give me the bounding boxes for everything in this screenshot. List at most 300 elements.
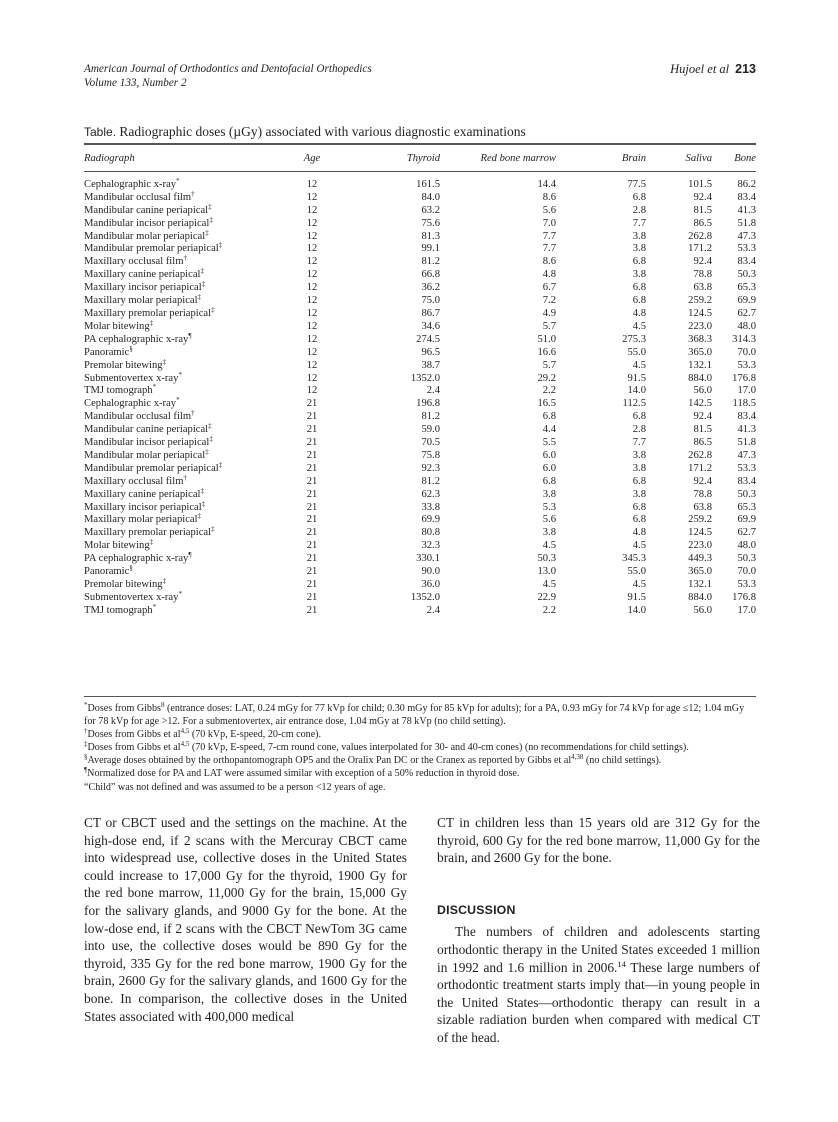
cell-saliva: 365.0 xyxy=(688,346,712,358)
cell-marrow: 4.5 xyxy=(542,540,556,552)
cell-marrow: 5.6 xyxy=(542,204,556,216)
cell-marrow: 7.7 xyxy=(542,230,556,242)
cell-thyroid: 38.7 xyxy=(421,359,440,371)
radiograph-name xyxy=(84,424,284,437)
cell-saliva: 223.0 xyxy=(688,540,712,552)
section-heading-discussion: DISCUSSION xyxy=(437,902,516,917)
footnote-mark: * xyxy=(178,370,182,379)
footnote xyxy=(84,754,756,767)
radiograph-name xyxy=(84,566,284,579)
cell-thyroid: 1352.0 xyxy=(410,372,440,384)
radiograph-name xyxy=(84,527,284,540)
dose-table xyxy=(84,143,756,621)
footnote-post: (70 kVp, E-speed, 20-cm cone). xyxy=(189,729,322,741)
table-row xyxy=(84,398,756,411)
footnote-post: (no child settings). xyxy=(583,755,662,767)
radiograph-name xyxy=(84,269,284,282)
radiograph-label: Maxillary molar periapical xyxy=(84,295,198,307)
cell-bone: 176.8 xyxy=(732,591,756,603)
radiograph-label: Panoramic xyxy=(84,566,130,578)
running-authors: Hujoel et al xyxy=(670,62,730,76)
radiograph-label: Mandibular molar periapical xyxy=(84,230,206,242)
cell-saliva: 449.3 xyxy=(688,553,712,565)
cell-marrow: 22.9 xyxy=(537,591,556,603)
cell-bone: 86.2 xyxy=(737,178,756,190)
footnote-mark: ‡ xyxy=(218,241,223,250)
cell-marrow: 8.6 xyxy=(542,256,556,268)
radiograph-label: Submentovertex x-ray xyxy=(84,372,179,384)
table-footnotes xyxy=(84,696,756,794)
citation-ref: 14 xyxy=(617,958,626,969)
cell-bone: 83.4 xyxy=(737,191,756,203)
cell-brain: 14.0 xyxy=(627,385,646,397)
cell-marrow: 2.2 xyxy=(542,604,556,616)
radiograph-label: Cephalographic x-ray xyxy=(84,398,177,410)
radiograph-label: Mandibular occlusal film xyxy=(84,191,192,203)
cell-saliva: 56.0 xyxy=(693,604,712,616)
footnote xyxy=(84,741,756,754)
cell-marrow: 50.3 xyxy=(537,553,556,565)
cell-bone: 51.8 xyxy=(737,437,756,449)
cell-thyroid: 1352.0 xyxy=(410,591,440,603)
footnote-mark: * xyxy=(152,602,157,611)
cell-thyroid: 99.1 xyxy=(421,243,440,255)
cell-saliva: 124.5 xyxy=(688,527,712,539)
cell-age: 21 xyxy=(306,514,318,526)
cell-bone: 314.3 xyxy=(732,333,756,345)
cell-saliva: 259.2 xyxy=(688,295,712,307)
radiograph-label: TMJ tomograph xyxy=(84,604,153,616)
cell-marrow: 4.8 xyxy=(542,269,556,281)
cell-bone: 70.0 xyxy=(737,346,756,358)
cell-thyroid: 34.6 xyxy=(421,320,440,332)
cell-age: 12 xyxy=(306,217,318,229)
table-row xyxy=(84,437,756,450)
discussion-text: The numbers of children and adolescents starting orthodontic therapy in the United States exceeded 1 million in 1992 and 1.6 million in 2006. xyxy=(437,924,760,975)
radiograph-name xyxy=(84,282,284,295)
footnote-ref: 8 xyxy=(160,701,165,709)
cell-brain: 55.0 xyxy=(627,346,646,358)
radiograph-label: Mandibular incisor periapical xyxy=(84,437,210,449)
table-row xyxy=(84,295,756,308)
footnote-mark: * xyxy=(176,396,180,405)
cell-brain: 2.8 xyxy=(632,424,646,436)
radiograph-name xyxy=(84,189,284,205)
cell-age: 12 xyxy=(306,359,318,371)
cell-thyroid: 90.0 xyxy=(421,566,440,578)
radiograph-label: Maxillary canine periapical xyxy=(84,488,201,500)
radiograph-name xyxy=(84,331,284,347)
radiograph-name xyxy=(84,305,284,321)
cell-brain: 6.8 xyxy=(632,282,646,294)
cell-marrow: 4.4 xyxy=(542,424,556,436)
cell-age: 21 xyxy=(306,437,318,449)
footnote-mark: ‡ xyxy=(211,305,215,314)
radiograph-label: Molar bitewing xyxy=(84,320,150,332)
cell-marrow: 3.8 xyxy=(542,488,556,500)
cell-brain: 4.5 xyxy=(632,579,646,590)
running-head xyxy=(84,62,756,90)
cell-bone: 83.4 xyxy=(737,475,756,487)
cell-brain: 6.8 xyxy=(632,295,646,307)
footnote-pre: Doses from Gibbs et al xyxy=(87,729,181,741)
radiograph-label: Submentovertex x-ray xyxy=(84,591,179,603)
cell-age: 12 xyxy=(306,333,318,345)
cell-bone: 83.4 xyxy=(737,411,756,423)
cell-saliva: 78.8 xyxy=(693,488,712,500)
cell-age: 12 xyxy=(306,346,318,358)
cell-thyroid: 36.0 xyxy=(421,579,440,590)
cell-saliva: 223.0 xyxy=(688,320,712,332)
cell-marrow: 5.6 xyxy=(542,514,556,526)
cell-age: 12 xyxy=(306,385,318,397)
radiograph-label: Maxillary premolar periapical xyxy=(84,307,212,319)
cell-thyroid: 96.5 xyxy=(421,346,440,358)
author-page xyxy=(670,62,756,76)
cell-bone: 62.7 xyxy=(737,307,756,319)
cell-age: 12 xyxy=(306,178,318,190)
cell-marrow: 6.7 xyxy=(542,282,556,294)
cell-brain: 3.8 xyxy=(632,243,646,255)
cell-bone: 176.8 xyxy=(732,372,756,384)
footnote-mark: ‡ xyxy=(162,357,167,366)
cell-age: 12 xyxy=(306,256,318,268)
radiograph-label: Maxillary molar periapical xyxy=(84,514,198,526)
footnote-mark: † xyxy=(183,473,187,482)
discussion-paragraph xyxy=(437,923,760,1046)
footnote-mark: ‡ xyxy=(208,422,212,431)
footnote-mark: † xyxy=(191,409,195,418)
cell-brain: 2.8 xyxy=(632,204,646,216)
cell-brain: 91.5 xyxy=(627,591,646,603)
cell-marrow: 8.6 xyxy=(542,191,556,203)
footnote-mark: ¶ xyxy=(188,551,192,560)
radiograph-label: Mandibular canine periapical xyxy=(84,424,209,436)
cell-marrow: 5.3 xyxy=(542,501,556,513)
cell-brain: 7.7 xyxy=(632,437,646,449)
table-row xyxy=(84,592,756,605)
cell-brain: 112.5 xyxy=(622,398,646,410)
cell-marrow: 5.5 xyxy=(542,437,556,449)
cell-age: 12 xyxy=(306,320,318,332)
footnote-mark: § xyxy=(129,564,133,573)
col-radiograph: Radiograph xyxy=(84,144,284,171)
cell-thyroid: 75.0 xyxy=(421,295,440,307)
col-bone: Bone xyxy=(712,144,756,171)
cell-brain: 3.8 xyxy=(632,269,646,281)
table-row xyxy=(84,411,756,424)
cell-age: 12 xyxy=(306,191,318,203)
footnote-mark: ‡ xyxy=(201,499,206,508)
footnote xyxy=(84,702,756,728)
body-left-column xyxy=(84,814,407,1025)
radiograph-label: Mandibular molar periapical xyxy=(84,449,206,461)
cell-saliva: 101.5 xyxy=(688,178,712,190)
footnote-mark: ‡ xyxy=(197,512,202,521)
table-row xyxy=(84,514,756,527)
cell-brain: 6.8 xyxy=(632,191,646,203)
cell-thyroid: 86.7 xyxy=(421,307,440,319)
cell-marrow: 4.9 xyxy=(542,307,556,319)
radiograph-name xyxy=(84,398,284,411)
discussion-text: These large numbers of orthodontic treatment starts imply that—in young people in the United States—orthodontic therapy can result in a sizable radiation burden when compared with medical CT of the head. xyxy=(437,959,760,1045)
cell-saliva: 92.4 xyxy=(693,411,712,423)
radiograph-label: Maxillary occlusal film xyxy=(84,256,184,268)
footnote xyxy=(84,767,756,780)
footnote-pre: Normalized dose for PA and LAT were assumed similar with exception of a 50% reduction in thyroid dose. xyxy=(87,768,520,780)
journal-title: American Journal of Orthodontics and Dentofacial Orthopedics xyxy=(84,63,372,75)
footnote-mark: ¶ xyxy=(188,331,192,340)
cell-bone: 65.3 xyxy=(737,282,756,294)
footnote-ref: 4,38 xyxy=(571,753,584,762)
footnote-pre: “Child” was not defined and was assumed to be a person <12 years of age. xyxy=(84,781,386,793)
radiograph-label: Mandibular occlusal film xyxy=(84,411,192,423)
cell-thyroid: 2.4 xyxy=(426,604,440,616)
cell-saliva: 86.5 xyxy=(693,437,712,449)
footnote-mark: † xyxy=(191,189,195,198)
table-row xyxy=(84,424,756,437)
radiograph-name xyxy=(84,385,284,398)
table-row xyxy=(84,385,756,398)
cell-brain: 4.5 xyxy=(632,540,646,552)
cell-marrow: 16.6 xyxy=(537,346,556,358)
cell-marrow: 6.8 xyxy=(542,411,556,423)
footnote-mark: ‡ xyxy=(205,447,209,456)
cell-marrow: 6.0 xyxy=(542,462,556,474)
cell-thyroid: 36.2 xyxy=(421,282,440,294)
footnote-mark: ‡ xyxy=(197,293,202,302)
table-row xyxy=(84,171,756,191)
cell-age: 21 xyxy=(306,501,318,513)
cell-saliva: 171.2 xyxy=(688,243,712,255)
cell-thyroid: 2.4 xyxy=(426,385,440,397)
col-brain: Brain xyxy=(556,144,646,171)
footnote-mark: ‡ xyxy=(200,486,204,495)
cell-saliva: 86.5 xyxy=(693,217,712,229)
cell-brain: 3.8 xyxy=(632,488,646,500)
col-saliva: Saliva xyxy=(646,144,712,171)
cell-age: 21 xyxy=(306,424,318,436)
cell-bone: 53.3 xyxy=(737,243,756,255)
table-row xyxy=(84,256,756,269)
cell-age: 21 xyxy=(306,449,318,461)
table-row xyxy=(84,321,756,334)
cell-thyroid: 81.2 xyxy=(421,256,440,268)
body-right-column xyxy=(437,814,760,1047)
radiograph-label: Cephalographic x-ray xyxy=(84,178,177,190)
cell-age: 21 xyxy=(306,604,318,616)
cell-saliva: 63.8 xyxy=(693,501,712,513)
table-caption xyxy=(84,124,526,140)
footnote-post: (70 kVp, E-speed, 7-cm round cone, values interpolated for 30- and 40-cm cones) (no recommendations for child settings). xyxy=(189,742,689,754)
cell-brain: 3.8 xyxy=(632,462,646,474)
footnote-mark: ‡ xyxy=(149,538,154,547)
cell-saliva: 92.4 xyxy=(693,475,712,487)
cell-thyroid: 81.2 xyxy=(421,411,440,423)
table-body xyxy=(84,171,756,620)
cell-marrow: 4.5 xyxy=(542,579,556,590)
cell-thyroid: 69.9 xyxy=(421,514,440,526)
radiograph-name xyxy=(84,256,284,269)
cell-bone: 69.9 xyxy=(737,514,756,526)
cell-thyroid: 63.2 xyxy=(421,204,440,216)
col-red-bone-marrow: Red bone marrow xyxy=(440,144,556,171)
cell-thyroid: 75.6 xyxy=(421,217,440,229)
table-row xyxy=(84,308,756,321)
radiograph-name xyxy=(84,486,284,502)
cell-saliva: 81.5 xyxy=(693,424,712,436)
cell-age: 21 xyxy=(306,579,318,590)
cell-saliva: 92.4 xyxy=(693,191,712,203)
cell-saliva: 124.5 xyxy=(688,307,712,319)
cell-saliva: 262.8 xyxy=(688,449,712,461)
footnote-mark: * xyxy=(84,701,88,709)
cell-marrow: 13.0 xyxy=(537,566,556,578)
footnote-mark: * xyxy=(178,589,182,598)
table-row xyxy=(84,347,756,360)
cell-marrow: 5.7 xyxy=(542,359,556,371)
cell-age: 21 xyxy=(306,488,318,500)
cell-thyroid: 84.0 xyxy=(421,191,440,203)
footnote-mark: ‡ xyxy=(218,460,223,469)
table-row xyxy=(84,566,756,579)
footnote-mark: * xyxy=(176,176,180,185)
table-row xyxy=(84,231,756,244)
cell-bone: 65.3 xyxy=(737,501,756,513)
cell-thyroid: 80.8 xyxy=(421,527,440,539)
cell-thyroid: 33.8 xyxy=(421,501,440,513)
table-row xyxy=(84,540,756,553)
table-row xyxy=(84,205,756,218)
table-row xyxy=(84,450,756,463)
radiograph-name xyxy=(84,589,284,605)
footnote-ref: 4,5 xyxy=(180,740,190,749)
cell-marrow: 51.0 xyxy=(537,333,556,345)
cell-thyroid: 59.0 xyxy=(421,424,440,436)
radiograph-name xyxy=(84,370,284,386)
radiograph-name xyxy=(84,215,284,231)
cell-saliva: 884.0 xyxy=(688,372,712,384)
footnote-mark: ‡ xyxy=(200,267,204,276)
footnote-ref: 4,5 xyxy=(180,727,190,736)
radiograph-name xyxy=(84,473,284,489)
table-row xyxy=(84,527,756,540)
cell-marrow: 3.8 xyxy=(542,527,556,539)
cell-saliva: 171.2 xyxy=(688,462,712,474)
cell-brain: 4.5 xyxy=(632,359,646,371)
cell-saliva: 884.0 xyxy=(688,591,712,603)
cell-saliva: 132.1 xyxy=(688,359,712,371)
cell-marrow: 7.7 xyxy=(542,243,556,255)
cell-thyroid: 75.8 xyxy=(421,449,440,461)
radiograph-label: Maxillary occlusal film xyxy=(84,475,184,487)
table-row xyxy=(84,218,756,231)
footnote-mark: ‡ xyxy=(208,202,212,211)
footnote-pre: Doses from Gibbs et al xyxy=(87,742,181,754)
cell-bone: 118.5 xyxy=(732,398,756,410)
cell-brain: 4.8 xyxy=(632,527,646,539)
table-row xyxy=(84,579,756,592)
footnote-mark: ‡ xyxy=(201,280,206,289)
cell-age: 12 xyxy=(306,243,318,255)
footnote-mark: * xyxy=(152,383,157,392)
radiograph-name xyxy=(84,553,284,566)
radiograph-label: Mandibular canine periapical xyxy=(84,204,209,216)
table-row xyxy=(84,605,756,621)
radiograph-label: Mandibular premolar periapical xyxy=(84,462,219,474)
cell-saliva: 78.8 xyxy=(693,269,712,281)
cell-thyroid: 161.5 xyxy=(416,178,440,190)
table-row xyxy=(84,489,756,502)
table-row xyxy=(84,192,756,205)
cell-bone: 83.4 xyxy=(737,256,756,268)
cell-bone: 50.3 xyxy=(737,269,756,281)
cell-thyroid: 274.5 xyxy=(416,333,440,345)
footnote-mark: ¶ xyxy=(84,766,88,775)
footnote-post: (entrance doses: LAT, 0.24 mGy for 77 kVp for child; 0.30 mGy for 85 kVp for adults); for a PA, 0.93 mGy for 74 kVp for age ≤12; 1.04 mGy for 78 kVp for age >12. For a submentovertex, air entrance dose, 1.04 mGy at 78 kVp (no child setting). xyxy=(84,703,745,728)
cell-brain: 345.3 xyxy=(622,553,646,565)
footnote-mark: ‡ xyxy=(209,435,213,444)
footnote-mark: ‡ xyxy=(205,228,209,237)
radiograph-name xyxy=(84,540,284,553)
cell-thyroid: 32.3 xyxy=(421,540,440,552)
radiograph-label: Mandibular premolar periapical xyxy=(84,243,219,255)
cell-bone: 62.7 xyxy=(737,527,756,539)
radiograph-name xyxy=(84,499,284,515)
radiograph-name xyxy=(84,171,284,191)
cell-thyroid: 81.3 xyxy=(421,230,440,242)
col-age: Age xyxy=(284,144,340,171)
cell-age: 12 xyxy=(306,230,318,242)
table-row xyxy=(84,334,756,347)
body-paragraph: CT or CBCT used and the settings on the machine. At the high-dose end, if 2 scans with the Mercuray CBCT came into widespread use, collective doses in the United States could increase to 17,000 Gy for the thyroid, 1900 Gy for the red bone marrow, 11,000 Gy for the brain, 15,000 Gy for the salivary glands, and 9000 Gy for the bone. At the low-dose end, if 2 scans with the CBCT NewTom 3G came into use, the collective doses would be 890 Gy for the thyroid, 335 Gy for the red bone marrow, 1900 Gy for the brain, 2600 Gy for the salivary glands, and 1600 Gy for the bone. In comparison, the collective doses in the United States associated with 400,000 medical xyxy=(84,815,407,1024)
col-thyroid: Thyroid xyxy=(340,144,440,171)
cell-age: 21 xyxy=(306,553,318,565)
cell-age: 12 xyxy=(306,269,318,281)
radiograph-name xyxy=(84,579,284,592)
cell-bone: 51.8 xyxy=(737,217,756,229)
cell-saliva: 259.2 xyxy=(688,514,712,526)
cell-age: 12 xyxy=(306,204,318,216)
cell-bone: 53.3 xyxy=(737,579,756,590)
cell-saliva: 132.1 xyxy=(688,579,712,590)
cell-bone: 53.3 xyxy=(737,359,756,371)
radiograph-name xyxy=(84,344,284,360)
cell-brain: 3.8 xyxy=(632,449,646,461)
radiograph-label: Panoramic xyxy=(84,346,130,358)
footnote-mark: † xyxy=(183,254,187,263)
cell-age: 21 xyxy=(306,527,318,539)
cell-marrow: 5.7 xyxy=(542,320,556,332)
cell-marrow: 7.0 xyxy=(542,217,556,229)
cell-brain: 91.5 xyxy=(627,372,646,384)
cell-saliva: 81.5 xyxy=(693,204,712,216)
radiograph-label: Premolar bitewing xyxy=(84,359,163,371)
radiograph-label: Maxillary incisor periapical xyxy=(84,501,202,513)
table-header-row xyxy=(84,144,756,171)
cell-age: 21 xyxy=(306,475,318,487)
footnote-mark: ‡ xyxy=(162,577,167,585)
cell-age: 21 xyxy=(306,591,318,603)
cell-bone: 50.3 xyxy=(737,553,756,565)
cell-brain: 6.8 xyxy=(632,475,646,487)
radiograph-label: Mandibular incisor periapical xyxy=(84,217,210,229)
cell-bone: 41.3 xyxy=(737,424,756,436)
radiograph-name xyxy=(84,318,284,334)
table-row xyxy=(84,553,756,566)
cell-bone: 41.3 xyxy=(737,204,756,216)
page-number: 213 xyxy=(735,62,756,76)
